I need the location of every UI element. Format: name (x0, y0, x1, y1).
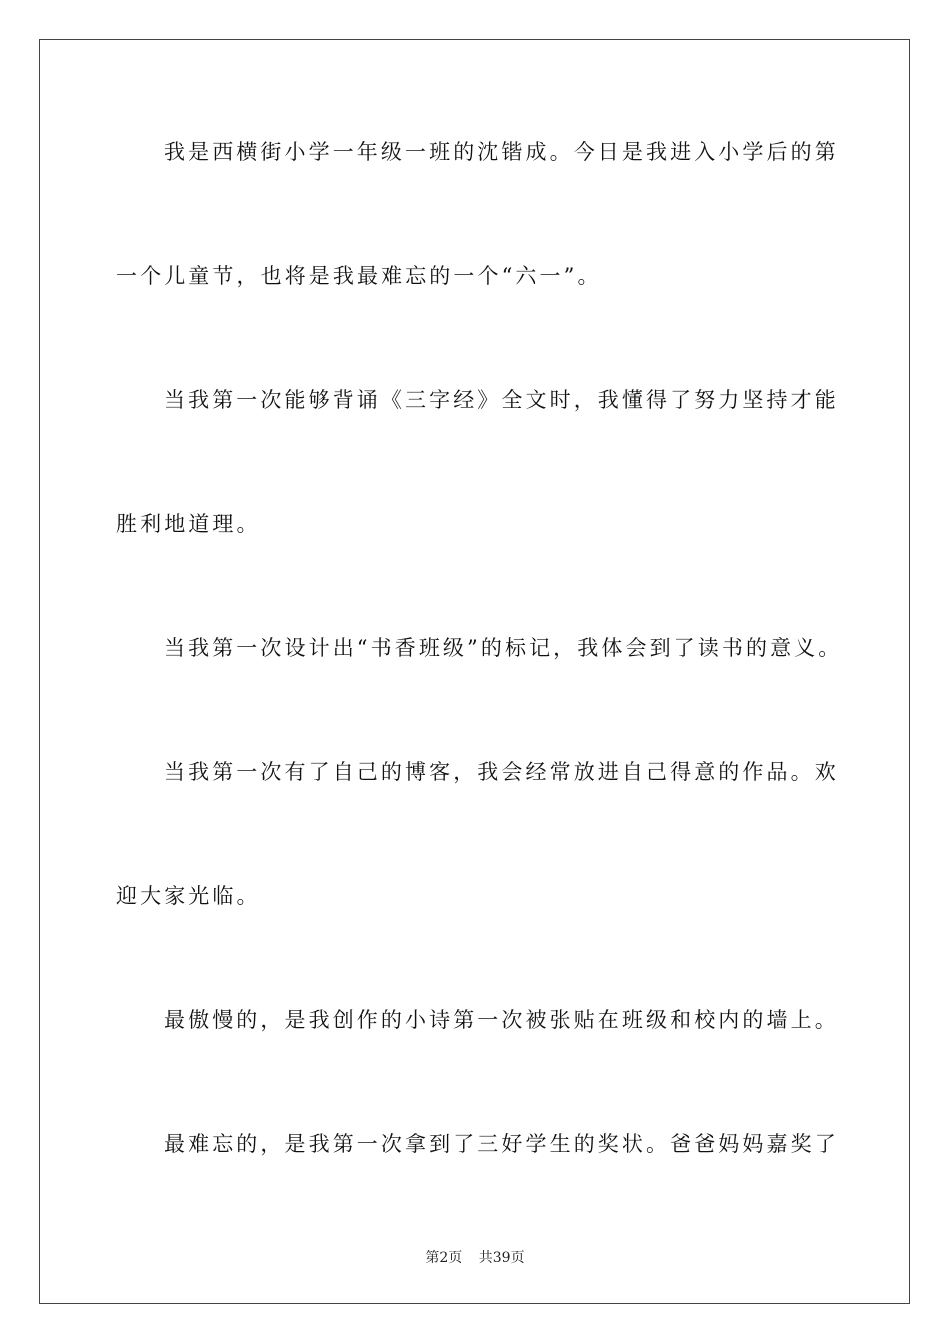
paragraph-line: 迎大家光临。 (116, 884, 261, 908)
paragraph-line: 我是西横街小学一年级一班的沈锴成。今日是我进入小学后的第 (164, 140, 839, 164)
paragraph-line: 最傲慢的，是我创作的小诗第一次被张贴在班级和校内的墙上。 (164, 1008, 839, 1032)
paragraph-line: 当我第一次有了自己的博客，我会经常放进自己得意的作品。欢 (164, 760, 839, 784)
paragraph-line: 最难忘的，是我第一次拿到了三好学生的奖状。爸爸妈妈嘉奖了 (164, 1132, 839, 1156)
paragraph-line: 当我第一次能够背诵《三字经》全文时，我懂得了努力坚持才能 (164, 388, 839, 412)
paragraph-line: 一个儿童节，也将是我最难忘的一个“六一”。 (116, 264, 602, 288)
page-total: 共39页 (478, 1250, 525, 1266)
paragraph-line: 胜利地道理。 (116, 512, 261, 536)
paragraph-line: 当我第一次设计出“书香班级”的标记，我体会到了读书的意义。 (164, 636, 843, 660)
page-frame (39, 39, 910, 1304)
page-footer (0, 1247, 950, 1267)
page-number: 第2页 (425, 1250, 463, 1266)
